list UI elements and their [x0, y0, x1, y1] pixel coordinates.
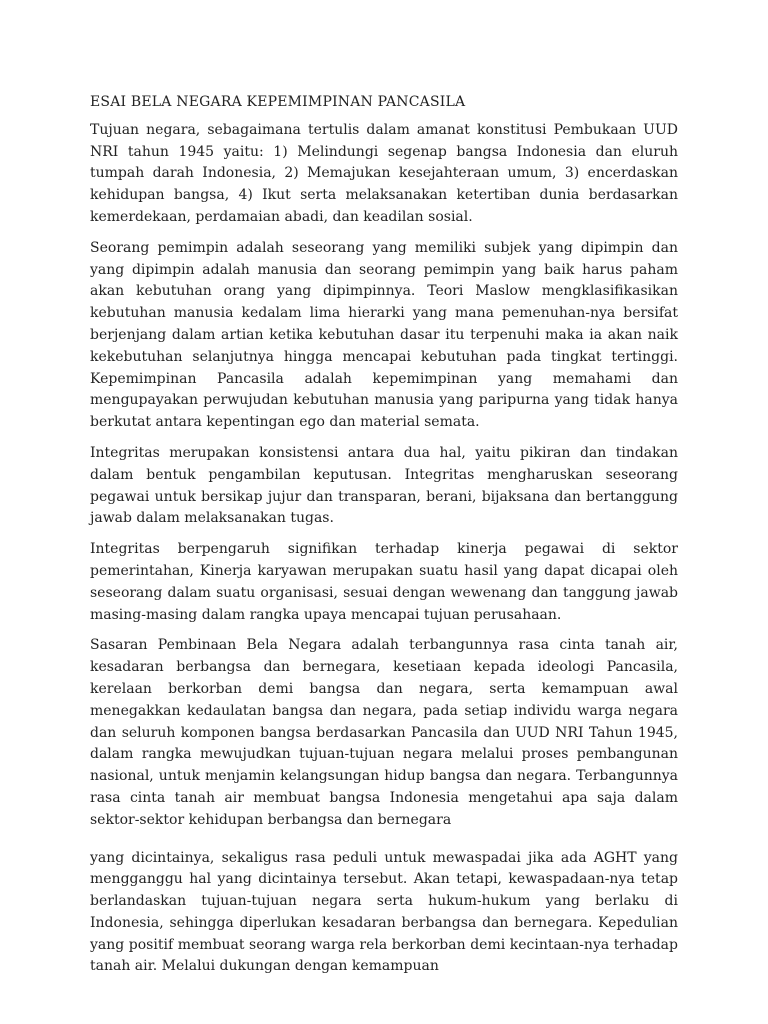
paragraph-integritas-kinerja: Integritas berpengaruh signifikan terhadap kinerja pegawai di sektor pemerintahan, Kinerja karyawan merupakan suatu hasil yang dapat dicapai oleh seseorang dalam suatu organisasi, sesuai dengan wewenang dan tanggung jawab masing-masing dalam rangka upaya mencapai tujuan perusahaan.: [90, 541, 678, 623]
paragraph-tujuan-negara: Tujuan negara, sebagaimana tertulis dalam amanat konstitusi Pembukaan UUD NRI tahun 1945 yaitu: 1) Melindungi segenap bangsa Indonesia dan eluruh tumpah darah Indonesia, 2) Memajukan kesejahteraan umum, 3) encerdaskan kehidupan bangsa, 4) Ikut serta melaksanakan ketertiban dunia berdasarkan kemerdekaan, perdamaian abadi, dan keadilan sosial.: [90, 121, 678, 225]
paragraph-yang-dicintainya: yang dicintainya, sekaligus rasa peduli untuk mewaspadai jika ada AGHT yang mengganggu hal yang dicintainya tersebut. Akan tetapi, kewaspadaan-nya tetap berlandaskan tujuan-tujuan negara serta hukum-hukum yang berlaku di Indonesia, sehingga diperlukan kesadaran berbangsa dan bernegara. Kepedulian yang positif membuat seorang warga rela berkorban demi kecintaan-nya terhadap tanah air. Melalui dukungan dengan kemampuan: [90, 849, 678, 975]
paragraph-seorang-pemimpin: Seorang pemimpin adalah seseorang yang memiliki subjek yang dipimpin dan yang dipimpin adalah manusia dan seorang pemimpin yang baik harus paham akan kebutuhan orang yang dipimpinnya. Teori Maslow mengklasifikasikan kebutuhan manusia kedalam lima hierarki yang mana pemenuhan-nya bersifat berjenjang dalam artian ketika kebutuhan dasar itu terpenuhi maka ia akan naik kekebutuhan selanjutnya hingga mencapai kebutuhan pada tingkat tertinggi. Kepemimpinan Pancasila adalah kepemimpinan yang memahami dan mengupayakan perwujudan kebutuhan manusia yang paripurna yang tidak hanya berkutat antara kepentingan ego dan material semata.: [90, 239, 678, 431]
paragraph-sasaran-bela-negara: Sasaran Pembinaan Bela Negara adalah terbangunnya rasa cinta tanah air, kesadaran berbangsa dan bernegara, kesetiaan kepada ideologi Pancasila, kerelaan berkorban demi bangsa dan negara, serta kemampuan awal menegakkan kedaulatan bangsa dan negara, pada setiap individu warga negara dan seluruh komponen bangsa berdasarkan Pancasila dan UUD NRI Tahun 1945, dalam rangka mewujudkan tujuan-tujuan negara melalui proses pembangunan nasional, untuk menjamin kelangsungan hidup bangsa dan negara. Terbangunnya rasa cinta tanah air membuat bangsa Indonesia mengetahui apa saja dalam sektor-sektor kehidupan berbangsa dan bernegara: [90, 637, 678, 828]
paragraph-integritas-definisi: Integritas merupakan konsistensi antara dua hal, yaitu pikiran dan tindakan dalam bentuk pengambilan keputusan. Integritas mengharuskan seseorang pegawai untuk bersikap jujur dan transparan, berani, bijaksana dan bertanggung jawab dalam melaksanakan tugas.: [90, 444, 678, 527]
document-body: [90, 92, 678, 987]
document-title: ESAI BELA NEGARA KEPEMIMPINAN PANCASILA: [90, 94, 466, 110]
